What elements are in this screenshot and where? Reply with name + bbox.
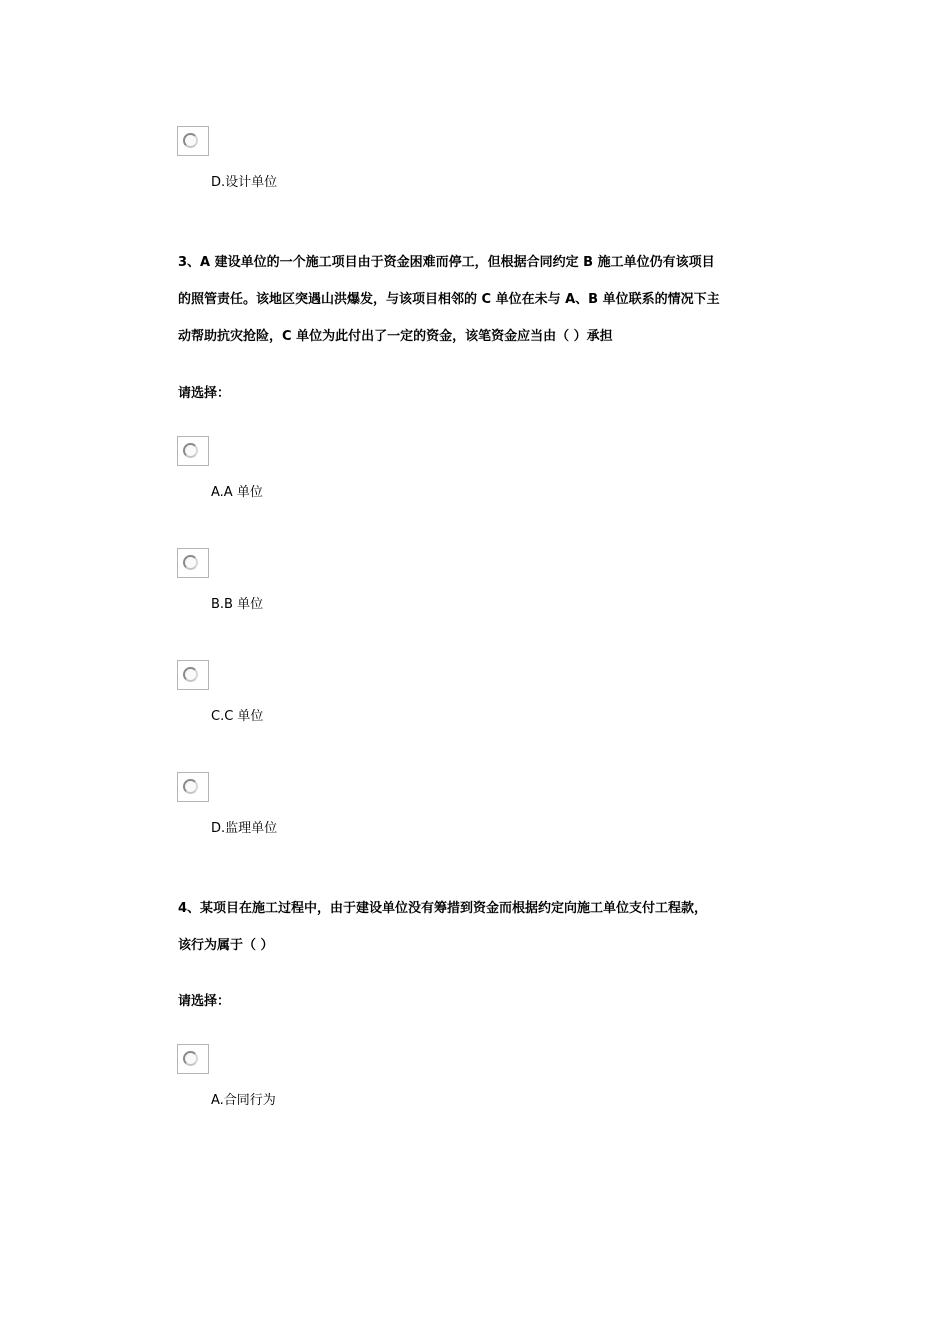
q3-option-label-d: D.监理单位 xyxy=(211,821,278,836)
radio-circle-icon xyxy=(183,1051,198,1066)
q3-option-label-a: A.A 单位 xyxy=(211,485,263,500)
q3-radio-option-b[interactable] xyxy=(177,548,209,578)
radio-circle-icon xyxy=(183,779,198,794)
radio-circle-icon xyxy=(183,555,198,570)
q3-radio-option-a[interactable] xyxy=(177,436,209,466)
question-3-select-prompt: 请选择： xyxy=(178,386,231,401)
question-3-text-line-2: 的照管责任。该地区突遇山洪爆发，与该项目相邻的 C 单位在未与 A、B 单位联系的情况下主 xyxy=(178,292,720,307)
radio-option-d-prev[interactable] xyxy=(177,126,209,156)
q3-radio-option-d[interactable] xyxy=(177,772,209,802)
radio-circle-icon xyxy=(183,667,198,682)
q3-option-label-b: B.B 单位 xyxy=(211,597,264,612)
option-label-d-prev: D.设计单位 xyxy=(211,175,278,190)
q4-option-label-a: A.合同行为 xyxy=(211,1093,276,1108)
radio-circle-icon xyxy=(183,133,198,148)
question-4-text-line-1: 4、某项目在施工过程中，由于建设单位没有筹措到资金而根据约定向施工单位支付工程款， xyxy=(178,901,708,916)
question-3-text-line-1: 3、A 建设单位的一个施工项目由于资金困难而停工，但根据合同约定 B 施工单位仍有该项目 xyxy=(178,255,715,270)
question-4-select-prompt: 请选择： xyxy=(178,994,231,1009)
q4-radio-option-a[interactable] xyxy=(177,1044,209,1074)
q3-option-label-c: C.C 单位 xyxy=(211,709,264,724)
radio-circle-icon xyxy=(183,443,198,458)
q3-radio-option-c[interactable] xyxy=(177,660,209,690)
question-4-text-line-2: 该行为属于（ ） xyxy=(178,938,274,953)
question-3-text-line-3: 动帮助抗灾抢险，C 单位为此付出了一定的资金，该笔资金应当由（ ）承担 xyxy=(178,329,613,344)
